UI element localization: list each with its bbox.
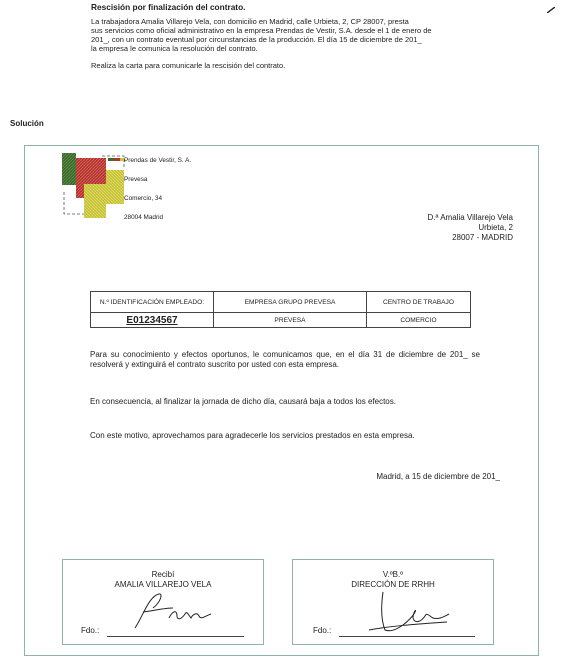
company-city: 28004 Madrid bbox=[124, 214, 164, 221]
signature-signer: DIRECCIÓN DE RRHH bbox=[351, 580, 435, 589]
signature-label: V.ºB.º bbox=[382, 570, 404, 579]
solution-heading: Solución bbox=[10, 119, 44, 128]
page-corner-mark bbox=[547, 0, 555, 6]
employee-id-table bbox=[90, 291, 471, 328]
fdo-label: Fdo.: bbox=[81, 626, 100, 635]
employee-id-value bbox=[91, 313, 214, 328]
signature-line bbox=[339, 636, 475, 637]
exercise-line: La trabajadora Amalia Villarejo Vela, con domicilio en Madrid, calle Urbieta, 2, CP 28007, presta bbox=[91, 17, 409, 26]
letter-paragraph: Para su conocimiento y efectos oportunos, le comunicamos que, en el día 31 de diciembre de 201_ se resolverá y extinguirá el contrato suscrito por usted con esta empresa. bbox=[90, 350, 480, 370]
exercise-title: Rescisión por finalización del contrato. bbox=[91, 2, 246, 12]
letter-date: Madrid, a 15 de diciembre de 201_ bbox=[376, 472, 500, 481]
table-cell: COMERCIO bbox=[367, 313, 471, 328]
table-cell: PREVESA bbox=[214, 313, 367, 328]
exercise-task: Realiza la carta para comunicarle la rescisión del contrato. bbox=[91, 61, 286, 70]
table-header-cell: CENTRO DE TRABAJO bbox=[367, 292, 471, 313]
letter-paragraph: En consecuencia, al finalizar la jornada de dicho día, causará baja a todos los efectos. bbox=[90, 397, 396, 406]
recipient-address bbox=[360, 213, 513, 243]
handwritten-signature bbox=[359, 586, 455, 636]
signature-signer: AMALIA VILLAREJO VELA bbox=[114, 580, 212, 589]
recipient-street: Urbieta, 2 bbox=[478, 223, 513, 232]
recipient-city: 28007 - MADRID bbox=[452, 233, 513, 242]
signature-box-employee bbox=[62, 559, 264, 645]
fdo-label: Fdo.: bbox=[313, 626, 332, 635]
company-logo bbox=[62, 152, 126, 227]
letter-paragraph: Con este motivo, aprovechamos para agradecerle los servicios prestados en esta empresa. bbox=[90, 431, 415, 440]
table-header-cell: N.º IDENTIFICACIÓN EMPLEADO: bbox=[91, 292, 214, 313]
table-header-cell: EMPRESA GRUPO PREVESA bbox=[214, 292, 367, 313]
signature-box-hr bbox=[292, 559, 494, 645]
signature-label: Recibí bbox=[151, 570, 175, 579]
exercise-line: la empresa le comunica la resolución del contrato. bbox=[91, 44, 258, 53]
company-street: Comercio, 34 bbox=[124, 195, 163, 202]
signature-line bbox=[107, 636, 244, 637]
recipient-name: D.ª Amalia Villarejo Vela bbox=[427, 213, 513, 222]
employee-id: E01234567 bbox=[126, 314, 178, 326]
exercise-line: 201_, con un contrato eventual por circunstancias de la producción. El día 15 de diciembre de 201_ bbox=[91, 35, 422, 44]
company-name: Prendas de Vestir, S. A. bbox=[124, 157, 192, 164]
company-brand: Prevesa bbox=[124, 176, 148, 183]
exercise-line: sus servicios como oficial administrativo en la empresa Prendas de Vestir, S.A. desde el 1 de enero de bbox=[91, 26, 432, 35]
handwritten-signature bbox=[129, 586, 219, 634]
